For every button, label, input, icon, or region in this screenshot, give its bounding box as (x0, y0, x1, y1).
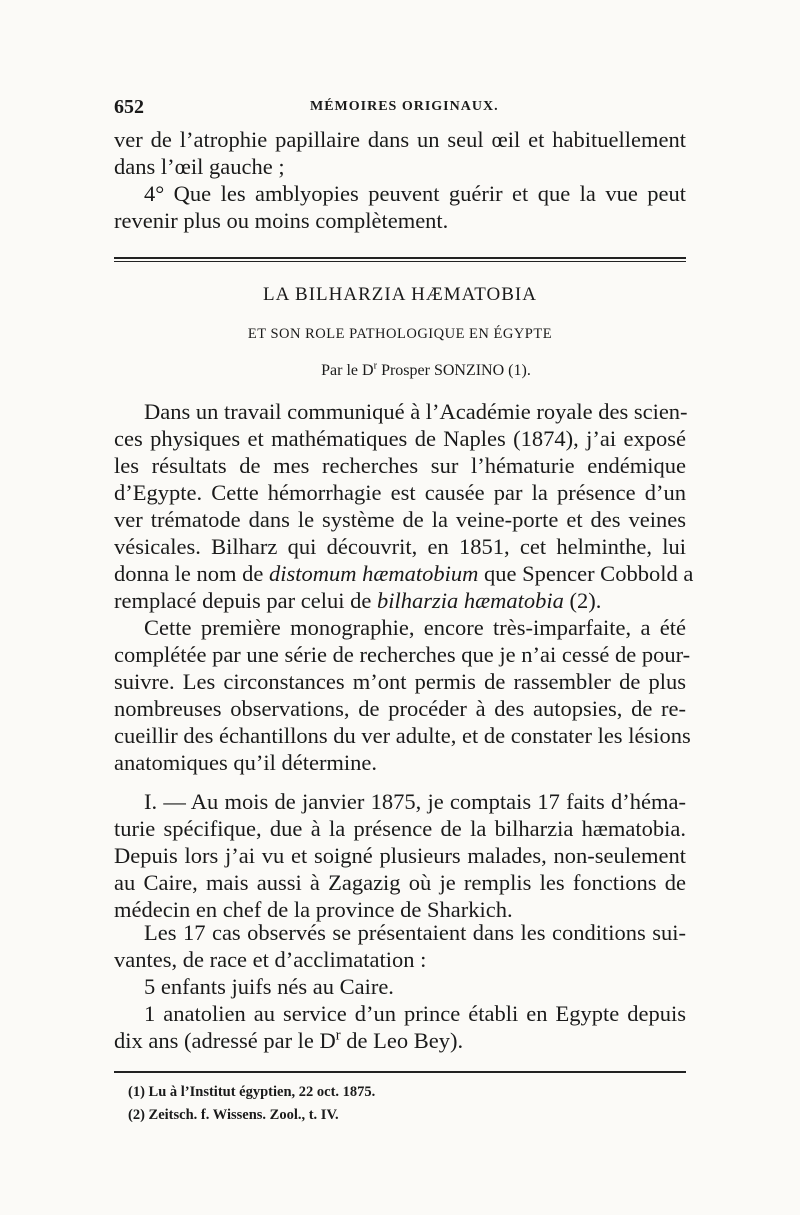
text-line: nombreuses observations, de procéder à des autopsies, de re- (114, 696, 686, 721)
article-title: LA BILHARZIA HÆMATOBIA (263, 284, 537, 305)
page-header (114, 96, 684, 118)
text-line: Depuis lors j’ai vu et soigné plusieurs malades, non-seulement (114, 843, 686, 868)
text-line: au Caire, mais aussi à Zagazig où je remplis les fonctions de (114, 870, 686, 895)
text-line: 4° Que les amblyopies peuvent guérir et que la vue peut (144, 181, 686, 206)
text-line: revenir plus ou moins complètement. (114, 208, 449, 233)
paragraph-cases (114, 919, 686, 1054)
footnote-1: (1) Lu à l’Institut égyptien, 22 oct. 1875. (128, 1084, 376, 1100)
text-line: ver trématode dans le système de la veine-porte et des veines (114, 507, 686, 532)
text-line: les résultats de mes recherches sur l’hématurie endémique (114, 453, 686, 478)
footnote-2: (2) Zeitsch. f. Wissens. Zool., t. IV. (128, 1107, 339, 1123)
text-line: complétée par une série de recherches que je n’ai cessé de pour- (114, 642, 691, 667)
paragraph-intro (114, 398, 694, 614)
text-line: Cette première monographie, encore très-imparfaite, a été (144, 615, 686, 640)
text-line: dans l’œil gauche ; (114, 154, 285, 179)
article-subtitle: ET SON ROLE PATHOLOGIQUE EN ÉGYPTE (247, 326, 553, 342)
text-line: dix ans (adressé par le $D^r$ de Leo Bey). (114, 1027, 464, 1053)
text-line: suivre. Les circonstances m’ont permis de rassembler de plus (114, 669, 686, 694)
text-line: vantes, de race et d’acclimatation : (114, 947, 427, 972)
text-line: turie spécifique, due à la présence de la bilharzia hæmatobia. (114, 816, 686, 841)
text-line: remplacé depuis par celui de bilharzia hæmatobia (2). (114, 588, 602, 613)
text-line: cueillir des échantillons du ver adulte, et de constater les lésions (114, 723, 691, 748)
text-line: Dans un travail communiqué à l’Académie royale des scien- (144, 399, 688, 424)
text-line: Les 17 cas observés se présentaient dans les conditions sui- (144, 920, 686, 945)
footnotes (128, 1081, 668, 1127)
page-number: 652 (114, 96, 144, 118)
text-line: ces physiques et mathématiques de Naples (1874), j’ai exposé (114, 426, 686, 451)
text-line: anatomiques qu’il détermine. (114, 750, 378, 775)
section-divider (114, 257, 686, 262)
text-line: ver de l’atrophie papillaire dans un seul œil et habituellement (114, 127, 686, 152)
running-title: MÉMOIRES ORIGINAUX. (310, 99, 499, 114)
text-line: I. — Au mois de janvier 1875, je comptais 17 faits d’héma- (144, 789, 686, 814)
author-byline: Par le $D^r$ Prosper SONZINO (1). (321, 360, 531, 379)
text-line: d’Egypte. Cette hémorrhagie est causée par la présence d’un (114, 480, 686, 505)
text-line: 5 enfants juifs nés au Caire. (144, 974, 394, 999)
text-line: médecin en chef de la province de Sharkich. (114, 897, 513, 922)
paragraph-monograph (114, 614, 691, 776)
section-one (114, 788, 686, 923)
text-line: 1 anatolien au service d’un prince établi en Egypte depuis (144, 1001, 686, 1026)
previous-article-ending (114, 126, 686, 234)
text-line: vésicales. Bilharz qui découvrit, en 1851, cet helminthe, lui (114, 534, 686, 559)
text-line: donna le nom de distomum hæmatobium que Spencer Cobbold a (114, 561, 694, 586)
footnote-divider (114, 1071, 686, 1073)
